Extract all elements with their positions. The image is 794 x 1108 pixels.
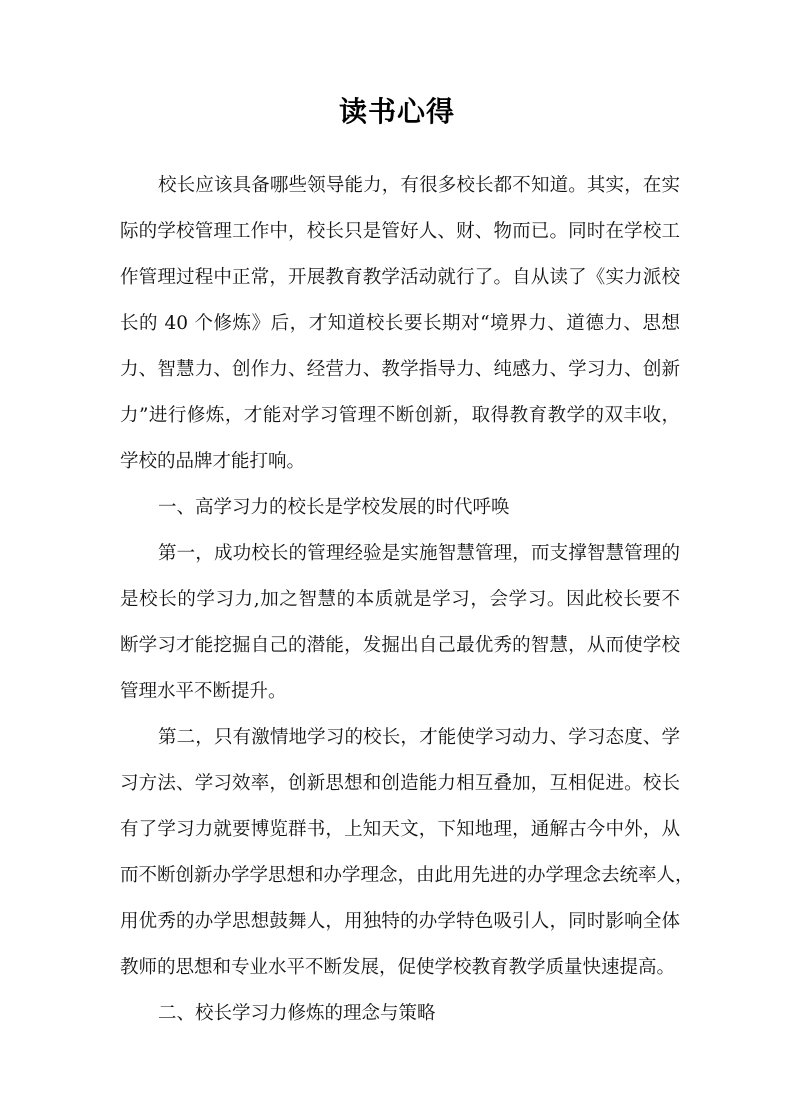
document-title: 读书心得 <box>338 95 455 128</box>
section-heading: 二、校长学习力修炼的理念与策略 <box>158 1003 436 1024</box>
paragraph-line: 第一，成功校长的管理经验是实施智慧管理，而支撑智慧管理的 <box>158 543 680 564</box>
paragraph-line: 力、智慧力、创作力、经营力、教学指导力、纯感力、学习力、创新 <box>120 359 680 380</box>
section-heading: 一、高学习力的校长是学校发展的时代呼唤 <box>158 497 510 518</box>
paragraph-line: 学校的品牌才能打响。 <box>120 451 306 472</box>
paragraph-line: 际的学校管理工作中，校长只是管好人、财、物而已。同时在学校工 <box>120 221 680 242</box>
paragraph-line: 教师的思想和专业水平不断发展，促使学校教育教学质量快速提高。 <box>120 957 676 978</box>
paragraph-line: 长的 40 个修炼》后，才知道校长要长期对“境界力、道德力、思想 <box>120 313 680 334</box>
paragraph-line: 而不断创新办学学思想和办学理念，由此用先进的办学理念去统率人， <box>120 865 694 886</box>
paragraph-line: 第二，只有激情地学习的校长，才能使学习动力、学习态度、学 <box>158 727 680 748</box>
paragraph-line: 习方法、学习效率，创新思想和创造能力相互叠加，互相促进。校长 <box>120 773 680 794</box>
paragraph-line: 断学习才能挖掘自己的潜能，发掘出自己最优秀的智慧，从而使学校 <box>120 635 680 656</box>
paragraph-line: 是校长的学习力,加之智慧的本质就是学习，会学习。因此校长要不 <box>120 589 680 610</box>
paragraph-line: 管理水平不断提升。 <box>120 681 287 702</box>
paragraph-line: 力”进行修炼，才能对学习管理不断创新，取得教育教学的双丰收， <box>120 405 680 426</box>
paragraph-line: 用优秀的办学思想鼓舞人，用独特的办学特色吸引人，同时影响全体 <box>120 911 680 932</box>
paragraph-line: 作管理过程中正常，开展教育教学活动就行了。自从读了《实力派校 <box>120 267 680 288</box>
paragraph-line: 校长应该具备哪些领导能力，有很多校长都不知道。其实，在实 <box>158 175 680 196</box>
paragraph-line: 有了学习力就要博览群书，上知天文，下知地理，通解古今中外，从 <box>120 819 680 840</box>
